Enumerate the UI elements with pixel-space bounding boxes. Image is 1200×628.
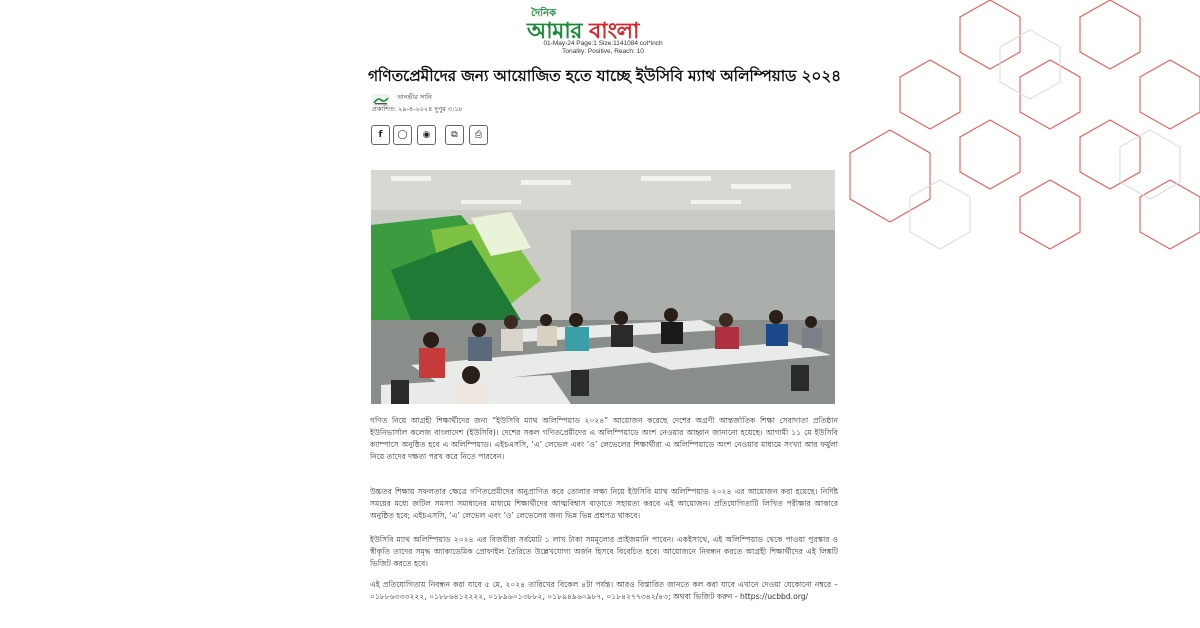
masthead-title-part2: বাংলা <box>589 19 639 44</box>
article-paragraph: ইউসিবি ম্যাথ অলিম্পিয়াড ২০২৪ এর বিজয়ীরা সর্বমোট ১ লাখ টাকা সমমূল্যের প্রাইজমানি পাবেন। একইসাথে, এই অলিম্পিয়াড থেকে পাওয়া পুরস্কার ও স্বীকৃতি তাদের সমৃদ্ধ অ্যাকাডেমিক প্রোফাইল তৈরিতে উল্লেখযোগ্য অর্জন হিসবে বিবেচিত হবে। আয়োজনে নিবন্ধন করতে আগ্রহী শিক্ষার্থীদের এই লিঙ্কটি ভিজিট করতে হবে। <box>370 535 838 568</box>
article-published-time: প্রকাশিত: ২৯-৪-২০২৪ দুপুর ৩:১৮ <box>372 105 463 113</box>
messenger-share-button[interactable] <box>417 125 436 145</box>
article-paragraph: উচ্চতর শিক্ষায় সফলতার ক্ষেত্রে গণিতপ্রেমীদের অনুপ্রাণিত করে তোলার লক্ষ্য নিয়ে ইউসিবি ম্যাথ অলিম্পিয়াড ২০২৪ এর আয়োজন করা হয়েছে। নির্দিষ্ট সময়ের মধ্যে জটিল সমস্যা সমাধানের মাধ্যমে শিক্ষার্থীদের আত্মবিশ্বাস বাড়াতে সহায়তা করবে এই আয়োজন। প্রতিযোগিতাটি লিখিত পরীক্ষার আকারে অনুষ্ঠিত হবে; এইচএসসি, ‘এ’ লেভেল এবং ‘ও’ লেভেলের জন্য ভিন্ন ভিন্ন প্রশ্নপত্র থাকবে। <box>370 487 838 520</box>
article-paragraph: এই প্রতিযোগিতায় নিবন্ধন করা যাবে ৫ মে, ২০২৪ তারিখের বিকেল ৪টা পর্যন্ত। আরও বিস্তারিত জানতে কল করা যাবে এখানে দেওয়া যেকোনো নম্বরে – ০১৮৮৬৩৩৩২২২, ০১৮৮৬৪১২২২২, ০১৮৯৬০১৩৮৮২, ০১৮৯৪৯৬০৯৮৭, ০১৮৪২৭৭৩৪২/৪৩; অথবা ভিজিট করুন - https://ucbbd.org/ <box>370 580 838 601</box>
masthead-title-part1: আমার <box>527 19 582 44</box>
whatsapp-share-button[interactable] <box>393 125 412 145</box>
newspaper-masthead <box>523 6 663 44</box>
print-icon: ⎙ <box>474 130 483 140</box>
whatsapp-icon: ◯ <box>397 130 408 140</box>
copy-icon: ⧉ <box>451 130 458 140</box>
newspaper-clipping <box>368 0 841 628</box>
clipping-meta-line2: Tonality: Positive, Reach: 10 <box>562 48 644 55</box>
facebook-icon: f <box>378 130 383 140</box>
clipping-meta <box>518 40 688 56</box>
masthead-small-label: দৈনিক <box>531 8 557 19</box>
article-headline: গণিতপ্রেমীদের জন্য আয়োজিত হতে যাচ্ছে ইউসিবি ম্যাথ অলিম্পিয়াড ২০২৪ <box>368 67 841 85</box>
article-photo <box>371 170 835 404</box>
clipping-meta-line1: 01-May-24 Page:1 Size:1141084 col*inch <box>543 40 663 47</box>
facebook-share-button[interactable] <box>371 125 390 145</box>
copy-link-button[interactable] <box>445 125 464 145</box>
article-paragraph: গণিত নিয়ে আগ্রহী শিক্ষার্থীদের জন্য “ইউসিবি ম্যাথ অলিম্পিয়াড ২০২৪” আয়োজন করেছে দেশের অগ্রণী আন্তর্জাতিক শিক্ষা সেবাদাতা প্রতিষ্ঠান ইউনিভার্সাল কলেজ বাংলাদেশ (ইউসিবি)। দেশের সকল গণিতপ্রেমীদের এ অলিম্পিয়াডে অংশ নেওয়ার আহ্বান জানানো হয়েছে। আগামী ১১ মে ইউসিবি ক্যাম্পাসে অনুষ্ঠিত হবে এ অলিম্পিয়াড। এইচএসসি, ‘এ’ লেভেল এবং ‘ও’ লেভেলের শিক্ষার্থীরা এ অলিম্পিয়াডে অংশ নেওয়ার মাধ্যমে সংখ্যা আর ফর্মুলা নিয়ে তাদের দক্ষতা পরখ করে নিতে পারবেন। <box>370 416 838 461</box>
messenger-icon: ◉ <box>422 130 431 140</box>
print-button[interactable] <box>469 125 488 145</box>
article-author: তানভীর সানি <box>397 93 432 101</box>
